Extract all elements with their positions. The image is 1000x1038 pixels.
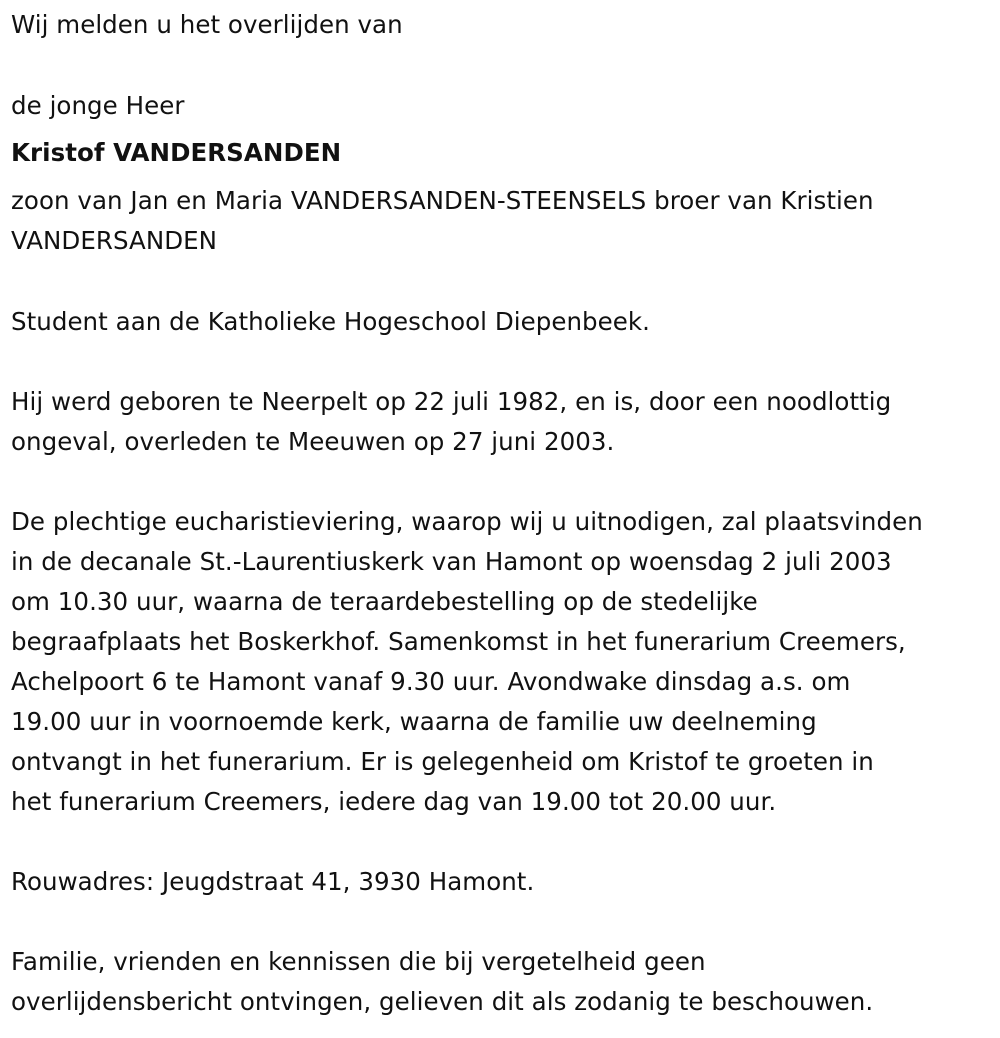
service-line-7: ontvangt in het funerarium. Er is gelegenheid om Kristof te groeten in [11, 747, 874, 776]
service-line-5: Achelpoort 6 te Hamont vanaf 9.30 uur. Avondwake dinsdag a.s. om [11, 667, 851, 696]
service-line-1: De plechtige eucharistieviering, waarop wij u uitnodigen, zal plaatsvinden [11, 507, 923, 536]
closing-line-2: overlijdensbericht ontvingen, gelieven dit als zodanig te beschouwen. [11, 987, 874, 1016]
service-line-2: in de decanale St.-Laurentiuskerk van Hamont op woensdag 2 juli 2003 [11, 547, 892, 576]
intro-text: Wij melden u het overlijden van [11, 10, 403, 39]
family-line-2: VANDERSANDEN [11, 226, 218, 255]
family-line-1: zoon van Jan en Maria VANDERSANDEN-STEENSELS broer van Kristien [11, 186, 874, 215]
closing-line-1: Familie, vrienden en kennissen die bij vergetelheid geen [11, 947, 706, 976]
service-line-3: om 10.30 uur, waarna de teraardebestelling op de stedelijke [11, 587, 758, 616]
service-line-8: het funerarium Creemers, iedere dag van 19.00 tot 20.00 uur. [11, 787, 777, 816]
birth-line-2: ongeval, overleden te Meeuwen op 27 juni 2003. [11, 427, 615, 456]
mourning-address: Rouwadres: Jeugdstraat 41, 3930 Hamont. [11, 867, 535, 896]
birth-line-1: Hij werd geboren te Neerpelt op 22 juli 1982, en is, door een noodlottig [11, 387, 892, 416]
honorific-text: de jonge Heer [11, 91, 185, 120]
student-text: Student aan de Katholieke Hogeschool Diepenbeek. [11, 307, 650, 336]
service-line-6: 19.00 uur in voornoemde kerk, waarna de familie uw deelneming [11, 707, 817, 736]
service-line-4: begraafplaats het Boskerkhof. Samenkomst in het funerarium Creemers, [11, 627, 906, 656]
deceased-name: Kristof VANDERSANDEN [11, 138, 342, 167]
